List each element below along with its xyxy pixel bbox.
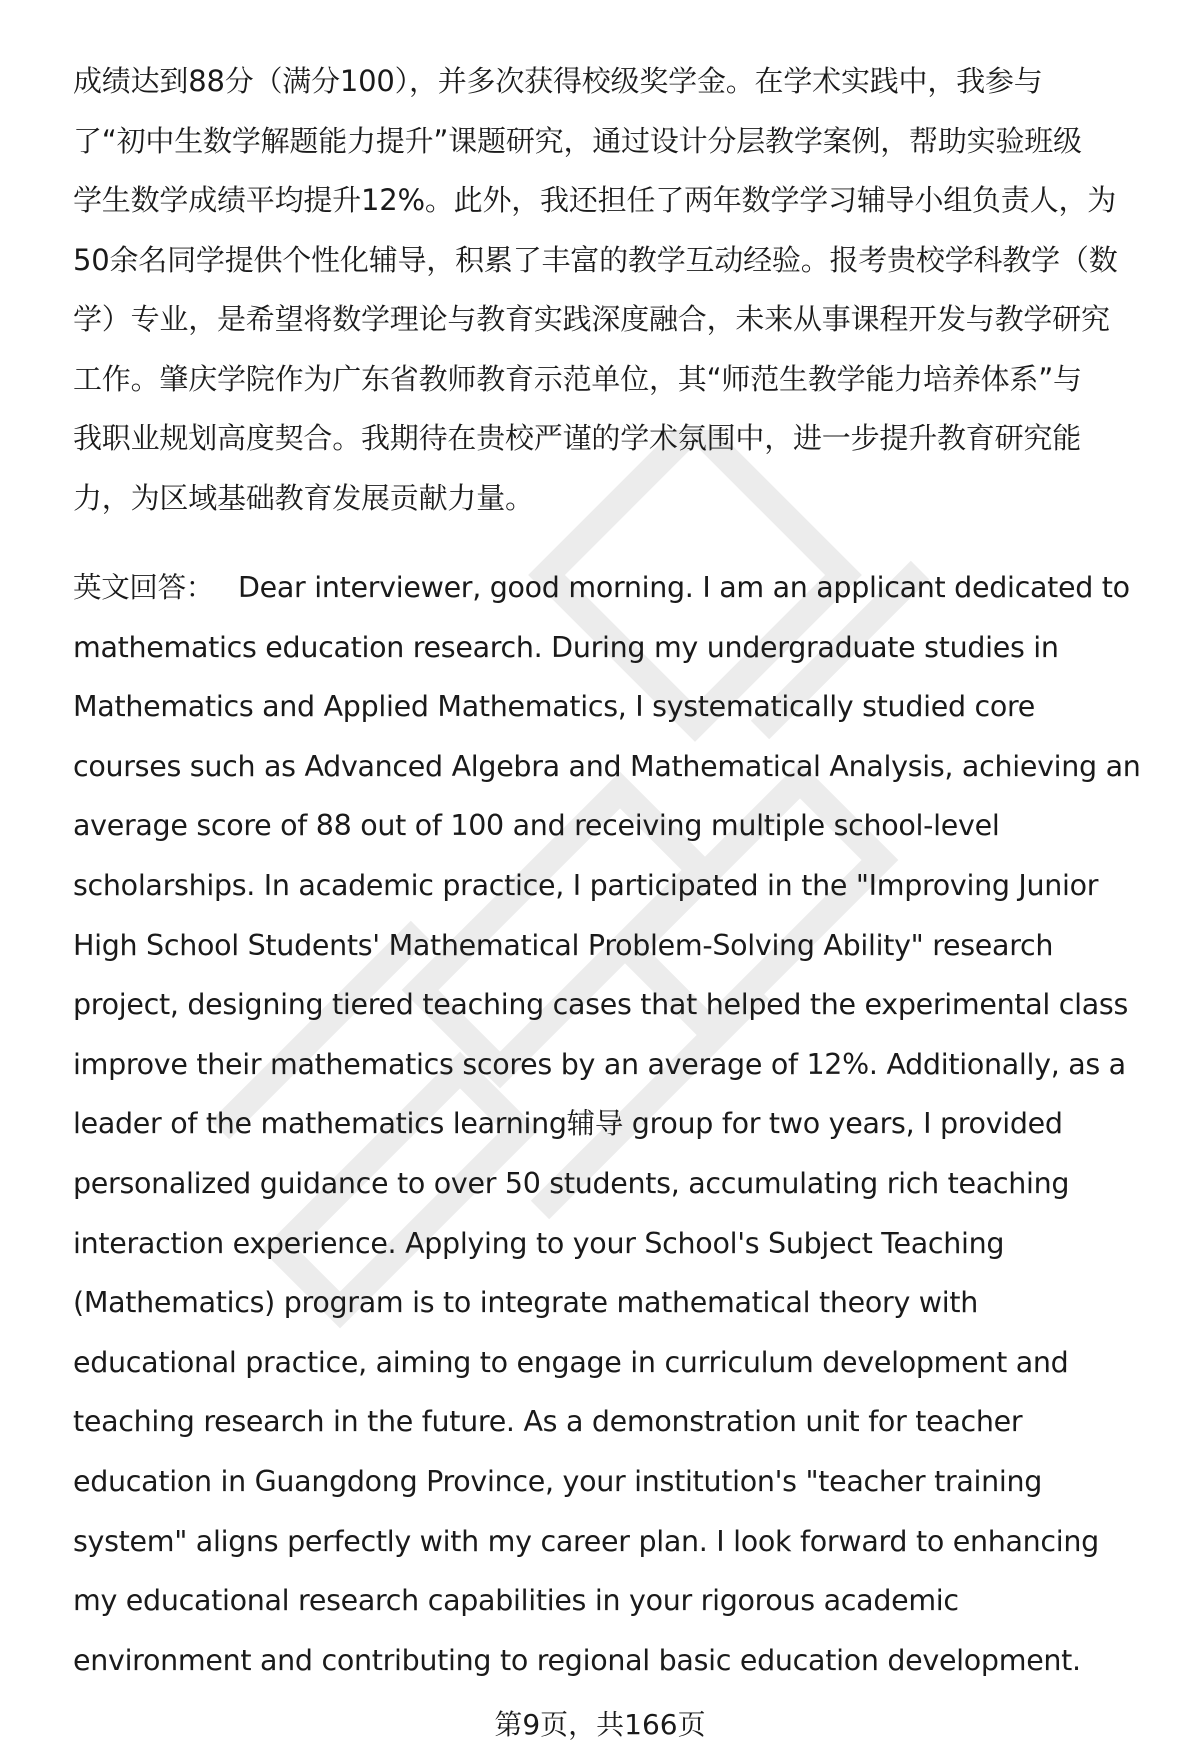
english-line: education in Guangdong Province, your institution's "teacher training <box>73 1464 1043 1498</box>
english-line: Mathematics and Applied Mathematics, I systematically studied core <box>73 690 1036 724</box>
chinese-line: 50余名同学提供个性化辅导，积累了丰富的教学互动经验。报考贵校学科教学（数 <box>73 242 1118 277</box>
chinese-paragraph <box>73 52 1153 528</box>
chinese-line: 学生数学成绩平均提升12%。此外，我还担任了两年数学学习辅导小组负责人，为 <box>73 183 1117 217</box>
english-line: project, designing tiered teaching cases that helped the experimental class <box>73 988 1129 1022</box>
english-line: mathematics education research. During my undergraduate studies in <box>73 630 1059 664</box>
english-line: improve their mathematics scores by an average of 12%. Additionally, as a <box>73 1047 1126 1081</box>
english-line: environment and contributing to regional basic education development. <box>73 1643 1081 1677</box>
english-line: courses such as Advanced Algebra and Mathematical Analysis, achieving an <box>73 749 1141 783</box>
english-answer <box>73 558 1163 1690</box>
english-line: leader of the mathematics learning辅导 group for two years, I provided <box>73 1107 1063 1141</box>
english-line: scholarships. In academic practice, I participated in the "Improving Junior <box>73 868 1099 902</box>
chinese-line: 成绩达到88分（满分100），并多次获得校级奖学金。在学术实践中，我参与 <box>73 64 1043 98</box>
chinese-line: 我职业规划高度契合。我期待在贵校严谨的学术氛围中，进一步提升教育研究能 <box>73 421 1082 455</box>
english-line: personalized guidance to over 50 students, accumulating rich teaching <box>73 1166 1070 1200</box>
chinese-line: 学）专业，是希望将数学理论与教育实践深度融合，未来从事课程开发与教学研究 <box>73 302 1110 336</box>
english-line: system" aligns perfectly with my career plan. I look forward to enhancing <box>73 1524 1099 1558</box>
english-line-text: Dear interviewer, good morning. I am an applicant dedicated to <box>238 571 1130 604</box>
chinese-line: 了“初中生数学解题能力提升”课题研究，通过设计分层教学案例，帮助实验班级 <box>73 123 1082 158</box>
english-line: teaching research in the future. As a demonstration unit for teacher <box>73 1405 1023 1439</box>
chinese-line: 工作。肇庆学院作为广东省教师教育示范单位，其“师范生教学能力培养体系”与 <box>73 361 1082 396</box>
english-answer-label: 英文回答： <box>73 571 215 604</box>
english-line: (Mathematics) program is to integrate mathematical theory with <box>73 1286 979 1320</box>
english-line: average score of 88 out of 100 and receiving multiple school-level <box>73 809 1000 843</box>
english-line: educational practice, aiming to engage in curriculum development and <box>73 1345 1069 1379</box>
english-line-first <box>73 558 1163 618</box>
english-line: High School Students' Mathematical Problem-Solving Ability" research <box>73 928 1054 962</box>
english-line: interaction experience. Applying to your School's Subject Teaching <box>73 1226 1005 1260</box>
page-number-footer: 第9页，共166页 <box>494 1708 706 1741</box>
english-line: my educational research capabilities in your rigorous academic <box>73 1584 959 1618</box>
chinese-line: 力，为区域基础教育发展贡献力量。 <box>73 480 534 515</box>
